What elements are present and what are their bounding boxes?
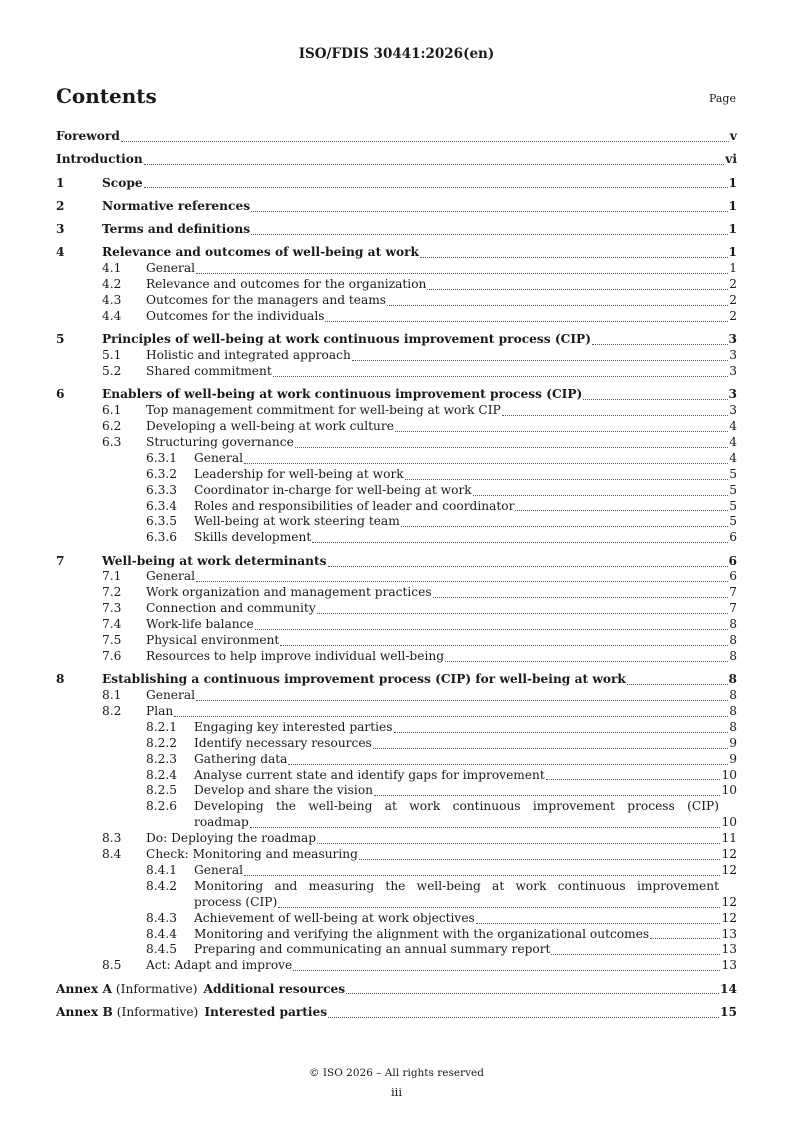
toc-number: 8 <box>56 672 65 687</box>
toc-number: 4.2 <box>102 277 122 292</box>
toc-page: 14 <box>720 981 737 996</box>
toc-title: Analyse current state and identify gaps for improvement <box>194 767 545 782</box>
toc-title: Work-life balance <box>146 617 254 632</box>
toc-entry-7-4[interactable] <box>56 617 737 633</box>
toc-number: 8.4.5 <box>146 942 178 957</box>
toc-leader <box>405 479 729 480</box>
toc-leader <box>144 164 724 165</box>
toc-title: Shared commitment <box>146 364 272 379</box>
toc-page: 10 <box>721 767 737 782</box>
toc-title: Connection and community <box>146 601 316 616</box>
toc-leader <box>278 907 720 908</box>
toc-page: vi <box>725 152 737 167</box>
toc-page: 5 <box>729 498 737 513</box>
toc-title: Relevance and outcomes of well-being at work <box>102 245 419 260</box>
document-header: ISO/FDIS 30441:2026(en) <box>298 46 495 62</box>
toc-number: 7.5 <box>102 633 122 648</box>
toc-title: Roles and responsibilities of leader and coordinator <box>194 498 515 513</box>
toc-leader <box>273 376 728 377</box>
toc-leader <box>244 875 720 876</box>
toc-leader <box>317 613 729 614</box>
toc-page: 1 <box>729 261 737 276</box>
toc-entry-8-4-3[interactable] <box>56 911 737 927</box>
toc-title: Monitoring and verifying the alignment with the organizational outcomes <box>194 926 650 941</box>
toc-page: 4 <box>729 419 737 434</box>
toc-leader <box>251 234 727 235</box>
toc-entry-8-2-6[interactable] <box>56 799 737 831</box>
toc-page: 6 <box>728 553 737 568</box>
toc-leader <box>546 779 721 780</box>
toc-leader <box>196 273 728 274</box>
toc-number: 1 <box>56 175 65 190</box>
toc-page: 4 <box>729 450 737 465</box>
toc-number: 8.1 <box>102 688 122 703</box>
toc-leader <box>476 923 721 924</box>
toc-number: 8.4.4 <box>146 926 178 941</box>
toc-entry-6-3-6[interactable] <box>56 530 737 546</box>
toc-page: 4 <box>729 434 737 449</box>
toc-leader <box>325 321 728 322</box>
toc-entry-6-3-3[interactable] <box>56 483 737 499</box>
toc-entry-foreword[interactable] <box>56 129 737 145</box>
toc-number: 4 <box>56 245 65 260</box>
toc-title: Work organization and management practices <box>146 585 432 600</box>
toc-entry-7-2[interactable] <box>56 585 737 601</box>
toc-number: 8.2.3 <box>146 751 178 766</box>
toc-entry-8-3[interactable] <box>56 831 737 847</box>
toc-number: 5.1 <box>102 348 122 363</box>
toc-number: 6.3.2 <box>146 466 178 481</box>
toc-page: 12 <box>721 862 737 877</box>
toc-leader <box>394 732 729 733</box>
toc-page: v <box>729 128 737 143</box>
annex-label: Annex A <box>56 981 112 996</box>
toc-entry-4-3[interactable] <box>56 293 737 309</box>
toc-leader <box>473 495 729 496</box>
toc-leader <box>401 526 728 527</box>
toc-entry-7[interactable] <box>56 554 737 570</box>
toc-leader <box>515 510 728 511</box>
toc-title: Outcomes for the individuals <box>146 308 325 323</box>
toc-leader <box>250 827 721 828</box>
toc-page: 6 <box>729 569 737 584</box>
toc-title: Monitoring and measuring the well-being at work continuous improvement <box>194 878 719 893</box>
toc-entry-8-4-4[interactable] <box>56 927 737 943</box>
toc-page: 13 <box>721 958 737 973</box>
toc-entry-8-2-4[interactable] <box>56 768 737 784</box>
toc-number: 6.3.4 <box>146 498 178 513</box>
toc-entry-6-2[interactable] <box>56 419 737 435</box>
toc-page: 3 <box>729 364 737 379</box>
toc-title: Gathering data <box>194 751 288 766</box>
toc-number: 4.4 <box>102 308 122 323</box>
toc-title: Check: Monitoring and measuring <box>146 847 358 862</box>
toc-leader <box>420 257 728 258</box>
toc-entry-6-3-4[interactable] <box>56 499 737 515</box>
toc-number: 6.3 <box>102 434 122 449</box>
toc-entry-8-4-2[interactable] <box>56 879 737 911</box>
toc-page: 8 <box>729 688 737 703</box>
toc-title: Engaging key interested parties <box>194 719 393 734</box>
toc-title: Preparing and communicating an annual summary report <box>194 942 551 957</box>
toc-leader <box>255 629 729 630</box>
toc-leader <box>312 542 728 543</box>
toc-leader <box>288 764 728 765</box>
toc-page: 9 <box>729 735 737 750</box>
contents-title: Contents <box>56 84 157 108</box>
toc-leader <box>433 597 729 598</box>
toc-title: Develop and share the vision <box>194 783 374 798</box>
toc-leader <box>328 566 728 567</box>
toc-leader <box>295 447 728 448</box>
toc-number: 5.2 <box>102 364 122 379</box>
toc-entry-7-6[interactable] <box>56 649 737 665</box>
toc-number: 5 <box>56 332 65 347</box>
toc-number: 8.4 <box>102 847 122 862</box>
toc-entry-annex-a[interactable] <box>56 982 737 998</box>
toc-title: Resources to help improve individual well-being <box>146 648 444 663</box>
toc-title: Establishing a continuous improvement process (CIP) for well-being at work <box>102 672 626 687</box>
toc-number: 8.4.1 <box>146 862 178 877</box>
toc-leader <box>583 399 727 400</box>
toc-entry-4-4[interactable] <box>56 309 737 325</box>
toc-entry-8-2-1[interactable] <box>56 720 737 736</box>
toc-page: 13 <box>721 926 737 941</box>
toc-leader <box>445 661 728 662</box>
toc-leader <box>395 431 728 432</box>
toc-number: 6.3.1 <box>146 450 178 465</box>
toc-number: 8.4.2 <box>146 878 178 893</box>
toc-number: 8.2.5 <box>146 783 178 798</box>
toc-entry-8-2[interactable] <box>56 704 737 720</box>
toc-entry-8-5[interactable] <box>56 958 737 974</box>
toc-entry-introduction[interactable] <box>56 152 737 168</box>
toc-title: Developing the well-being at work continuous improvement process (CIP) <box>194 799 719 814</box>
toc-page: 8 <box>729 719 737 734</box>
toc-leader <box>352 360 728 361</box>
toc-page: 2 <box>729 293 737 308</box>
toc-page: 1 <box>728 245 737 260</box>
toc-title: Additional resources <box>203 981 346 996</box>
toc-page: 8 <box>729 633 737 648</box>
toc-title: Well-being at work steering team <box>194 514 400 529</box>
toc-number: 8.2.1 <box>146 719 178 734</box>
toc-page: 13 <box>721 942 737 957</box>
toc-title: Introduction <box>56 152 143 167</box>
toc-page: 15 <box>720 1004 737 1019</box>
toc-page: 6 <box>729 530 737 545</box>
toc-number: 6.1 <box>102 403 122 418</box>
toc-page: 8 <box>729 617 737 632</box>
toc-number: 6.3.6 <box>146 530 178 545</box>
toc-number: 8.5 <box>102 958 122 973</box>
toc-entry-6-1[interactable] <box>56 403 737 419</box>
toc-number: 6.2 <box>102 419 122 434</box>
toc-title: Scope <box>102 175 143 190</box>
toc-entry-8-4-5[interactable] <box>56 942 737 958</box>
toc-leader <box>551 954 720 955</box>
toc-page: 1 <box>728 198 737 213</box>
toc-leader <box>328 1017 719 1018</box>
toc-leader <box>244 463 728 464</box>
toc-entry-1[interactable] <box>56 176 737 192</box>
toc-title: Principles of well-being at work continuous improvement process (CIP) <box>102 332 591 347</box>
toc-number: 7.6 <box>102 648 122 663</box>
toc-entry-7-1[interactable] <box>56 570 737 586</box>
toc-entry-3[interactable] <box>56 222 737 238</box>
toc-entry-5-2[interactable] <box>56 364 737 380</box>
toc-title: Physical environment <box>146 633 280 648</box>
toc-page: 9 <box>729 751 737 766</box>
toc-title: Interested parties <box>204 1004 328 1019</box>
page-column-label: Page <box>708 92 736 105</box>
toc-page: 8 <box>728 672 737 687</box>
toc-leader <box>174 716 728 717</box>
toc-number: 6 <box>56 387 65 402</box>
toc-entry-8-2-5[interactable] <box>56 783 737 799</box>
toc-leader <box>346 993 719 994</box>
annex-label: Annex B <box>56 1004 113 1019</box>
toc-title: Plan <box>146 704 174 718</box>
toc-entry-annex-b[interactable] <box>56 1005 737 1021</box>
toc-title: Outcomes for the managers and teams <box>146 293 387 308</box>
toc-page: 2 <box>729 308 737 323</box>
toc-title: Normative references <box>102 198 251 213</box>
toc-title: General <box>146 688 195 703</box>
toc-number: 6.3.5 <box>146 514 178 529</box>
toc-leader <box>650 938 720 939</box>
toc-title: Leadership for well-being at work <box>194 466 404 481</box>
toc-page: 3 <box>728 332 737 347</box>
toc-number: 6.3.3 <box>146 482 178 497</box>
toc-leader <box>387 305 728 306</box>
toc-entry-6-3[interactable] <box>56 435 737 451</box>
toc-title: Foreword <box>56 128 120 143</box>
toc-number: 2 <box>56 198 65 213</box>
toc-title: General <box>194 862 243 877</box>
toc-title: Well-being at work determinants <box>102 553 327 568</box>
toc-entry-8-1[interactable] <box>56 688 737 704</box>
toc-number: 3 <box>56 222 65 237</box>
toc-number: 7 <box>56 553 65 568</box>
toc-number: 7.2 <box>102 585 122 600</box>
toc-page: 11 <box>721 831 737 846</box>
toc-title-continued: process (CIP) <box>194 894 278 909</box>
toc-entry-2[interactable] <box>56 199 737 215</box>
toc-page: 5 <box>729 514 737 529</box>
toc-entry-4-1[interactable] <box>56 261 737 277</box>
toc-entry-6-3-5[interactable] <box>56 514 737 530</box>
toc-page: 3 <box>729 348 737 363</box>
toc-title: Top management commitment for well-being at work CIP <box>146 403 501 418</box>
toc-page: 8 <box>729 704 737 718</box>
toc-leader <box>627 684 728 685</box>
toc-page: 8 <box>729 648 737 663</box>
toc-title: Terms and definitions <box>102 222 251 237</box>
annex-type: (Informative) <box>115 981 198 996</box>
toc-entry-8[interactable] <box>56 672 737 688</box>
toc-entry-5-1[interactable] <box>56 348 737 364</box>
toc-title-continued: roadmap <box>194 815 249 830</box>
toc-page: 10 <box>721 815 737 830</box>
toc-entry-6-3-2[interactable] <box>56 467 737 483</box>
toc-number: 8.2 <box>102 704 122 718</box>
toc-number: 7.4 <box>102 617 122 632</box>
toc-leader <box>280 645 728 646</box>
toc-page: 12 <box>721 894 737 909</box>
toc-number: 8.2.6 <box>146 799 178 814</box>
toc-page: 12 <box>721 910 737 925</box>
toc-title: General <box>194 450 243 465</box>
toc-title: General <box>146 261 195 276</box>
toc-entry-7-3[interactable] <box>56 601 737 617</box>
footer-page-number: iii <box>390 1085 403 1099</box>
toc-leader <box>502 415 728 416</box>
toc-entry-8-2-2[interactable] <box>56 736 737 752</box>
toc-title: Relevance and outcomes for the organization <box>146 277 427 292</box>
toc-title: Structuring governance <box>146 434 294 449</box>
toc-title: Act: Adapt and improve <box>146 958 293 973</box>
toc-number: 8.3 <box>102 831 122 846</box>
toc-page: 2 <box>729 277 737 292</box>
toc-number: 4.3 <box>102 293 122 308</box>
toc-page: 7 <box>729 601 737 616</box>
toc-title: Coordinator in-charge for well-being at work <box>194 482 472 497</box>
toc-entry-6-3-1[interactable] <box>56 451 737 467</box>
toc-leader <box>196 581 728 582</box>
toc-title: General <box>146 569 195 584</box>
toc-page: 1 <box>728 222 737 237</box>
toc-page: 7 <box>729 585 737 600</box>
toc-entry-7-5[interactable] <box>56 633 737 649</box>
toc-leader <box>592 344 728 345</box>
toc-number: 7.1 <box>102 569 122 584</box>
toc-leader <box>144 187 728 188</box>
toc-number: 8.4.3 <box>146 910 178 925</box>
toc-leader <box>359 859 721 860</box>
toc-title: Achievement of well-being at work objectives <box>194 910 475 925</box>
toc-entry-8-4[interactable] <box>56 847 737 863</box>
toc-entry-6[interactable] <box>56 387 737 403</box>
toc-title: Enablers of well-being at work continuous improvement process (CIP) <box>102 387 583 402</box>
toc-entry-5[interactable] <box>56 332 737 348</box>
footer-copyright: © ISO 2026 – All rights reserved <box>309 1067 484 1079</box>
toc-page: 1 <box>728 175 737 190</box>
toc-page: 3 <box>729 403 737 418</box>
toc-number: 8.2.2 <box>146 735 178 750</box>
toc-entry-4-2[interactable] <box>56 277 737 293</box>
toc-leader <box>251 211 727 212</box>
toc-title: Holistic and integrated approach <box>146 348 351 363</box>
toc-number: 4.1 <box>102 261 122 276</box>
toc-entry-8-2-3[interactable] <box>56 752 737 768</box>
toc-title: Skills development <box>194 530 312 545</box>
toc-leader <box>196 700 728 701</box>
toc-leader <box>317 843 720 844</box>
toc-leader <box>121 141 729 142</box>
toc-page: 5 <box>729 482 737 497</box>
toc-number: 8.2.4 <box>146 767 178 782</box>
toc-number: 7.3 <box>102 601 122 616</box>
toc-leader <box>373 748 728 749</box>
table-of-contents <box>56 129 737 1021</box>
toc-entry-8-4-1[interactable] <box>56 863 737 879</box>
toc-title: Developing a well-being at work culture <box>146 419 394 434</box>
toc-title: Do: Deploying the roadmap <box>146 831 317 846</box>
toc-leader <box>293 970 720 971</box>
toc-entry-4[interactable] <box>56 245 737 261</box>
toc-page: 12 <box>721 847 737 862</box>
toc-title: Identify necessary resources <box>194 735 372 750</box>
toc-page: 10 <box>721 783 737 798</box>
annex-type: (Informative) <box>116 1004 199 1019</box>
toc-page: 5 <box>729 466 737 481</box>
toc-leader <box>427 289 728 290</box>
toc-leader <box>374 795 720 796</box>
toc-page: 3 <box>728 387 737 402</box>
